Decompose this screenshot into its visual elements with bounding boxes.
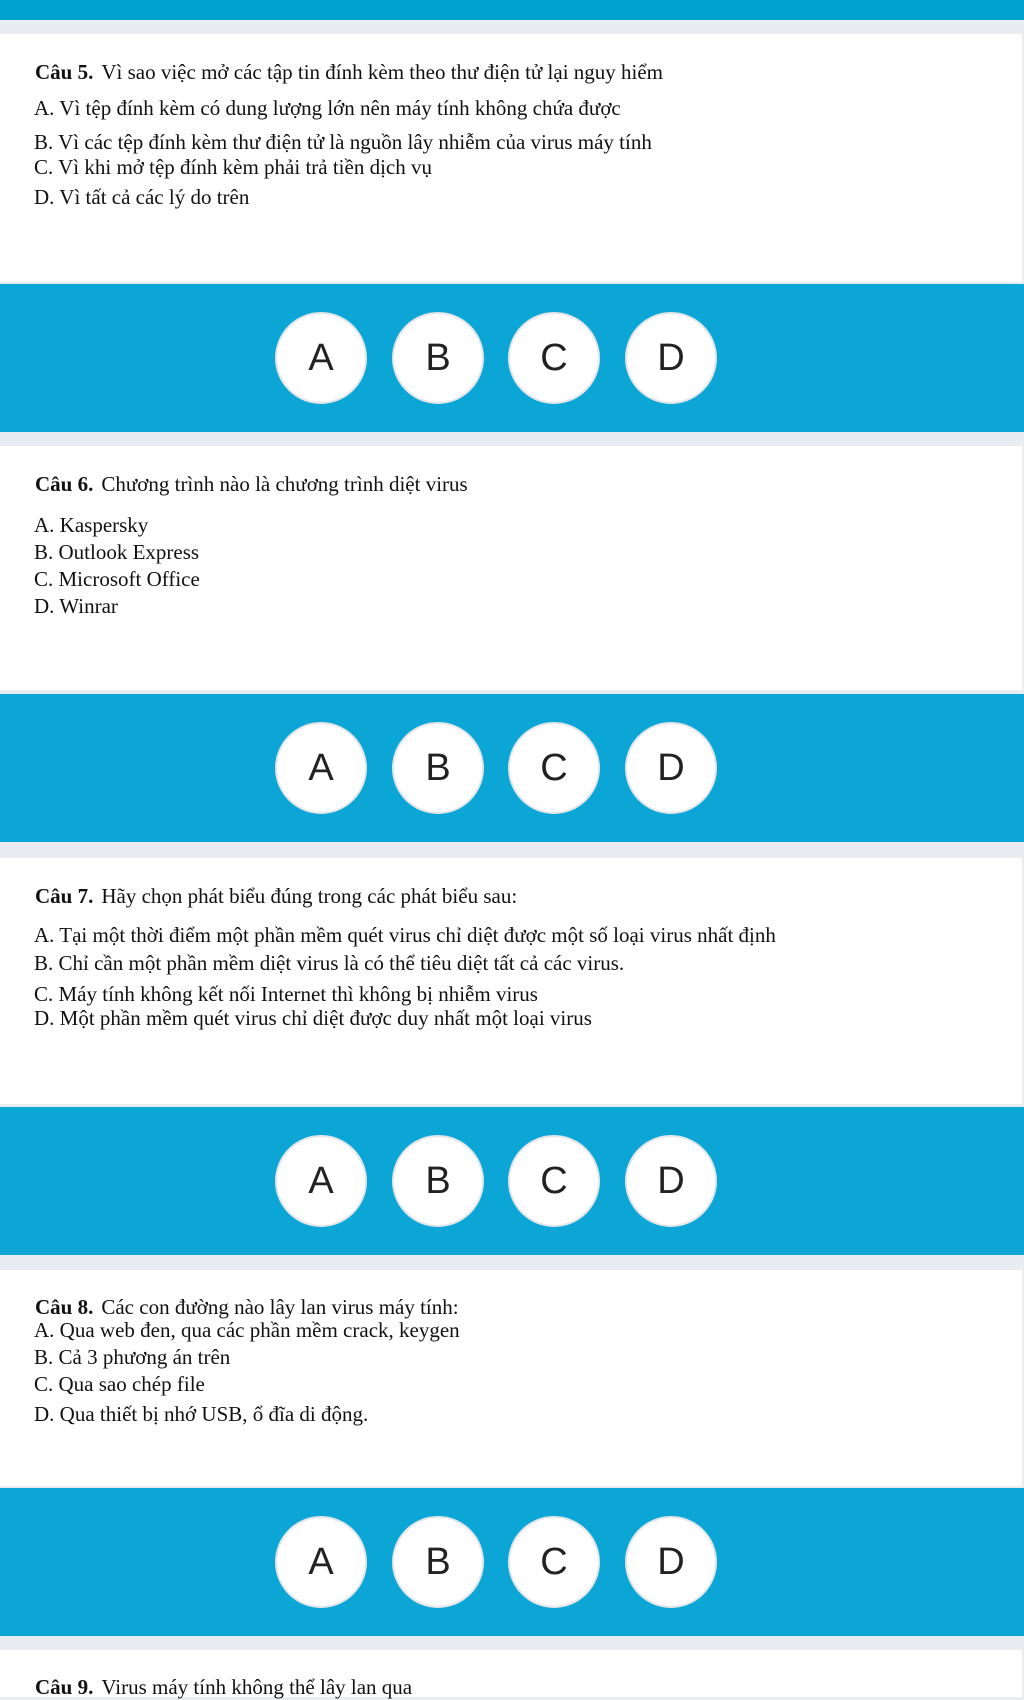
answer-button-a[interactable]: A	[275, 1135, 367, 1227]
answer-button-b[interactable]: B	[392, 312, 484, 404]
question-card-6	[0, 446, 1022, 690]
question-card-7	[0, 858, 1022, 1104]
answer-button-a[interactable]: A	[275, 312, 367, 404]
answer-button-d[interactable]: D	[625, 312, 717, 404]
answer-button-b[interactable]: B	[392, 1516, 484, 1608]
option-c: C. Máy tính không kết nối Internet thì không bị nhiễm virus	[34, 982, 538, 1006]
option-b: B. Chỉ cần một phần mềm diệt virus là có thể tiêu diệt tất cả các virus.	[34, 951, 625, 975]
option-c: C. Microsoft Office	[34, 567, 200, 591]
option-d: D. Một phần mềm quét virus chỉ diệt được duy nhất một loại virus	[34, 1006, 592, 1030]
option-d: D. Winrar	[34, 594, 118, 618]
answer-button-c[interactable]: C	[508, 722, 600, 814]
option-c: C. Vì khi mở tệp đính kèm phải trả tiền dịch vụ	[34, 155, 432, 179]
answer-button-a[interactable]: A	[275, 722, 367, 814]
option-a: A. Vì tệp đính kèm có dung lượng lớn nên máy tính không chứa được	[34, 96, 621, 120]
option-d: D. Qua thiết bị nhớ USB, ổ đĩa di động.	[34, 1402, 369, 1426]
question-title: Câu 6. Chương trình nào là chương trình diệt virus	[35, 472, 468, 496]
answer-band-7	[0, 1107, 1024, 1255]
answer-band-6	[0, 694, 1024, 842]
question-card-9	[0, 1650, 1022, 1697]
option-a: A. Qua web đen, qua các phần mềm crack, keygen	[34, 1318, 460, 1342]
answer-button-d[interactable]: D	[625, 1516, 717, 1608]
answer-button-c[interactable]: C	[508, 1135, 600, 1227]
answer-button-b[interactable]: B	[392, 1135, 484, 1227]
option-b: B. Cả 3 phương án trên	[34, 1345, 231, 1369]
option-c: C. Qua sao chép file	[34, 1372, 205, 1396]
answer-button-a[interactable]: A	[275, 1516, 367, 1608]
answer-button-b[interactable]: B	[392, 722, 484, 814]
question-title: Câu 9. Virus máy tính không thể lây lan qua	[35, 1675, 413, 1699]
option-a: A. Tại một thời điểm một phần mềm quét virus chỉ diệt được một số loại virus nhất định	[34, 923, 776, 947]
option-b: B. Outlook Express	[34, 540, 200, 564]
answer-band-5	[0, 284, 1024, 432]
question-title: Câu 8. Các con đường nào lây lan virus máy tính:	[35, 1295, 459, 1319]
question-title: Câu 5. Vì sao việc mở các tập tin đính kèm theo thư điện tử lại nguy hiểm	[35, 60, 664, 84]
answer-button-d[interactable]: D	[625, 1135, 717, 1227]
question-title: Câu 7. Hãy chọn phát biểu đúng trong các phát biểu sau:	[35, 884, 518, 908]
answer-band-8	[0, 1488, 1024, 1636]
option-a: A. Kaspersky	[34, 513, 149, 537]
answer-button-d[interactable]: D	[625, 722, 717, 814]
question-card-5	[0, 34, 1022, 282]
top-bar	[0, 0, 1024, 20]
answer-button-c[interactable]: C	[508, 312, 600, 404]
option-b: B. Vì các tệp đính kèm thư điện tử là nguồn lây nhiễm của virus máy tính	[34, 130, 652, 154]
question-card-8	[0, 1270, 1022, 1486]
option-d: D. Vì tất cả các lý do trên	[34, 185, 250, 209]
answer-button-c[interactable]: C	[508, 1516, 600, 1608]
